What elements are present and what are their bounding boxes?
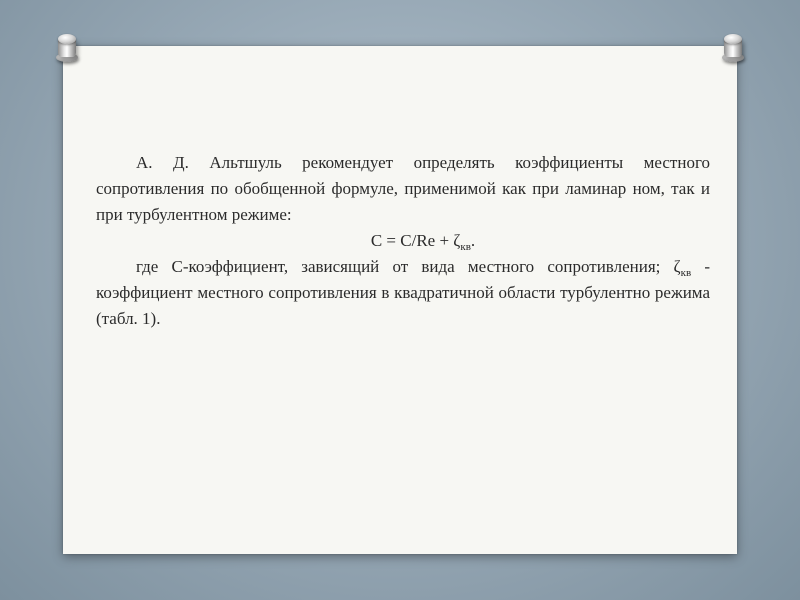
formula-subscript: кв <box>460 241 471 253</box>
definition-part1: где С-коэффициент, зависящий от вида местного сопротивления; ζ <box>136 257 681 276</box>
formula-main: С = C/Re + ζ <box>370 231 461 250</box>
formula <box>96 228 710 254</box>
thumbtack-right-icon <box>722 34 744 64</box>
definition-subscript: кв <box>680 267 692 279</box>
paragraph-intro: А. Д. Альтшуль рекомендует определять коэффициенты местного сопротивления по обобщенной формуле, применимой как при ламинар ном, так и при турбулентном режиме: <box>96 153 710 224</box>
thumbtack-left-icon <box>56 34 78 64</box>
formula-end: . <box>470 231 476 250</box>
definition-part2: - коэффициент местного сопротивления в квадратичной области турбулентно режима (табл. 1). <box>96 257 710 328</box>
slide-text <box>96 150 710 332</box>
paragraph-definition <box>96 254 710 332</box>
